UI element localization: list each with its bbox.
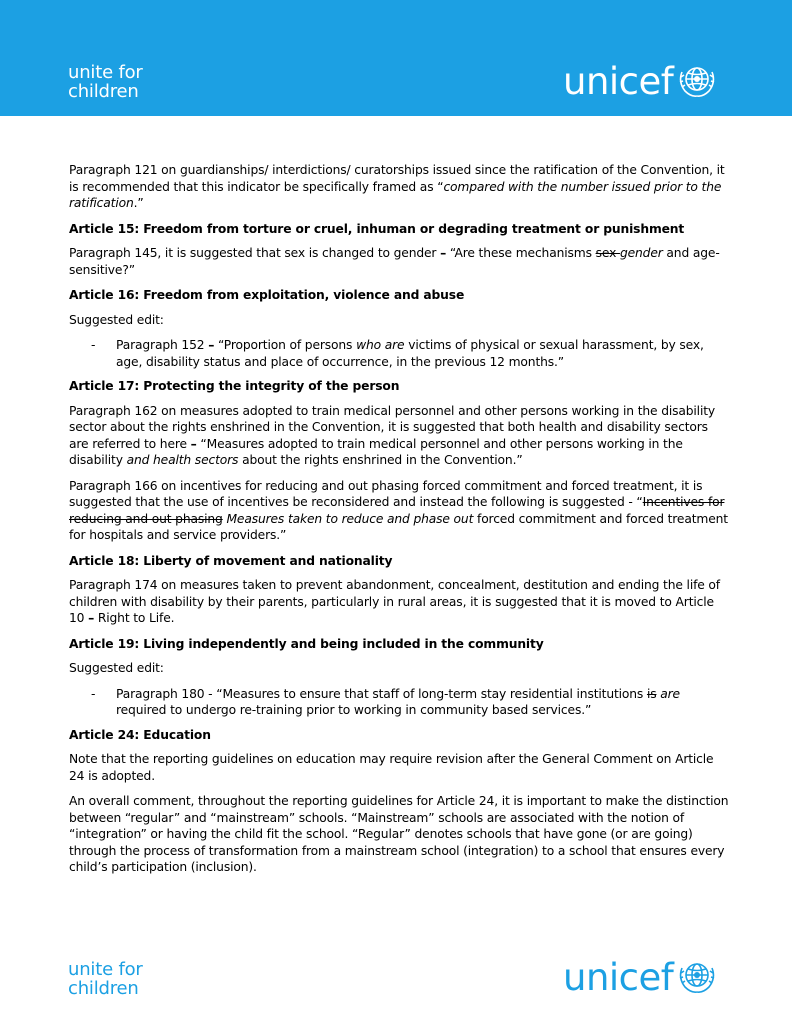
paragraph-education-note: Note that the reporting guidelines on education may require revision after the General Comment on Article 24 is adopted. [69, 752, 714, 783]
heading-article-19: Article 19: Living independently and being included in the community [69, 636, 544, 651]
paragraph-166: Paragraph 166 on incentives for reducing and out phasing forced commitment and forced treatment, it is suggested that the use of incentives be reconsidered and instead the following is suggested - “Incentives for reducing and out phasing Measures taken to reduce and phase out forced commitment and forced treatment for hospitals and service providers.” [69, 478, 728, 542]
header-tagline [68, 63, 143, 101]
unicef-globe-emblem-icon [675, 58, 719, 102]
footer-logo-text: unicef [563, 956, 674, 999]
unicef-globe-emblem-icon [675, 954, 719, 998]
paragraph-162: Paragraph 162 on measures adopted to train medical personnel and other persons working in the disability sector about the rights enshrined in the Convention, it is suggested that both health and disability sectors are referred to here – “Measures adopted to train medical personnel and other persons working in the disability and health sectors about the rights enshrined in the Convention.” [69, 403, 716, 467]
list-item-paragraph-152: - Paragraph 152 – “Proportion of persons who are victims of physical or sexual harassment, by sex, age, disability status and place of occurrence, in the previous 12 months.” [69, 337, 729, 370]
heading-article-17: Article 17: Protecting the integrity of the person [69, 379, 400, 393]
footer-tagline [68, 960, 143, 998]
paragraph-145: Paragraph 145, it is suggested that sex is changed to gender – “Are these mechanisms sex gender and age-sensitive?” [69, 246, 720, 277]
paragraph-121: Paragraph 121 on guardianships/ interdictions/ curatorships issued since the ratification of the Convention, it is recommended that this indicator be specifically framed as “compared with the number issued prior to the ratification.” [69, 163, 725, 210]
list-item-paragraph-180: - Paragraph 180 - “Measures to ensure that staff of long-term stay residential institutions is are required to undergo re-training prior to working in community based services.” [69, 686, 729, 719]
header-tagline-line1: unite for [68, 62, 143, 83]
heading-article-18: Article 18: Liberty of movement and nationality [69, 553, 393, 568]
paragraph-174: Paragraph 174 on measures taken to prevent abandonment, concealment, destitution and ending the life of children with disability by their parents, particularly in rural areas, it is suggested that it is moved to Article 10 – Right to Life. [69, 578, 720, 625]
header-logo-text: unicef [563, 60, 674, 103]
bullet-dash: - [91, 338, 96, 352]
heading-article-15: Article 15: Freedom from torture or cruel, inhuman or degrading treatment or punishment [69, 221, 685, 236]
paragraph-regular-vs-mainstream: An overall comment, throughout the reporting guidelines for Article 24, it is important to make the distinction between “regular” and “mainstream” schools. “Mainstream” schools are associated with the notion of “integration” or having the child fit the school. “Regular” denotes schools that have gone (or are going) through the process of transformation from a mainstream school (integration) to a school that ensures every child’s participation (inclusion). [69, 794, 729, 874]
footer-unicef-logo [563, 958, 719, 998]
heading-article-24: Article 24: Education [69, 727, 211, 742]
footer-tagline-line2: children [68, 978, 139, 999]
header-unicef-logo [563, 62, 719, 102]
suggested-edit-label: Suggested edit: [69, 312, 164, 327]
document-body [69, 162, 729, 885]
suggested-edit-label: Suggested edit: [69, 661, 164, 675]
header-tagline-line2: children [68, 81, 139, 102]
heading-article-16: Article 16: Freedom from exploitation, violence and abuse [69, 288, 465, 302]
footer-tagline-line1: unite for [68, 959, 143, 980]
bullet-dash: - [91, 686, 96, 701]
